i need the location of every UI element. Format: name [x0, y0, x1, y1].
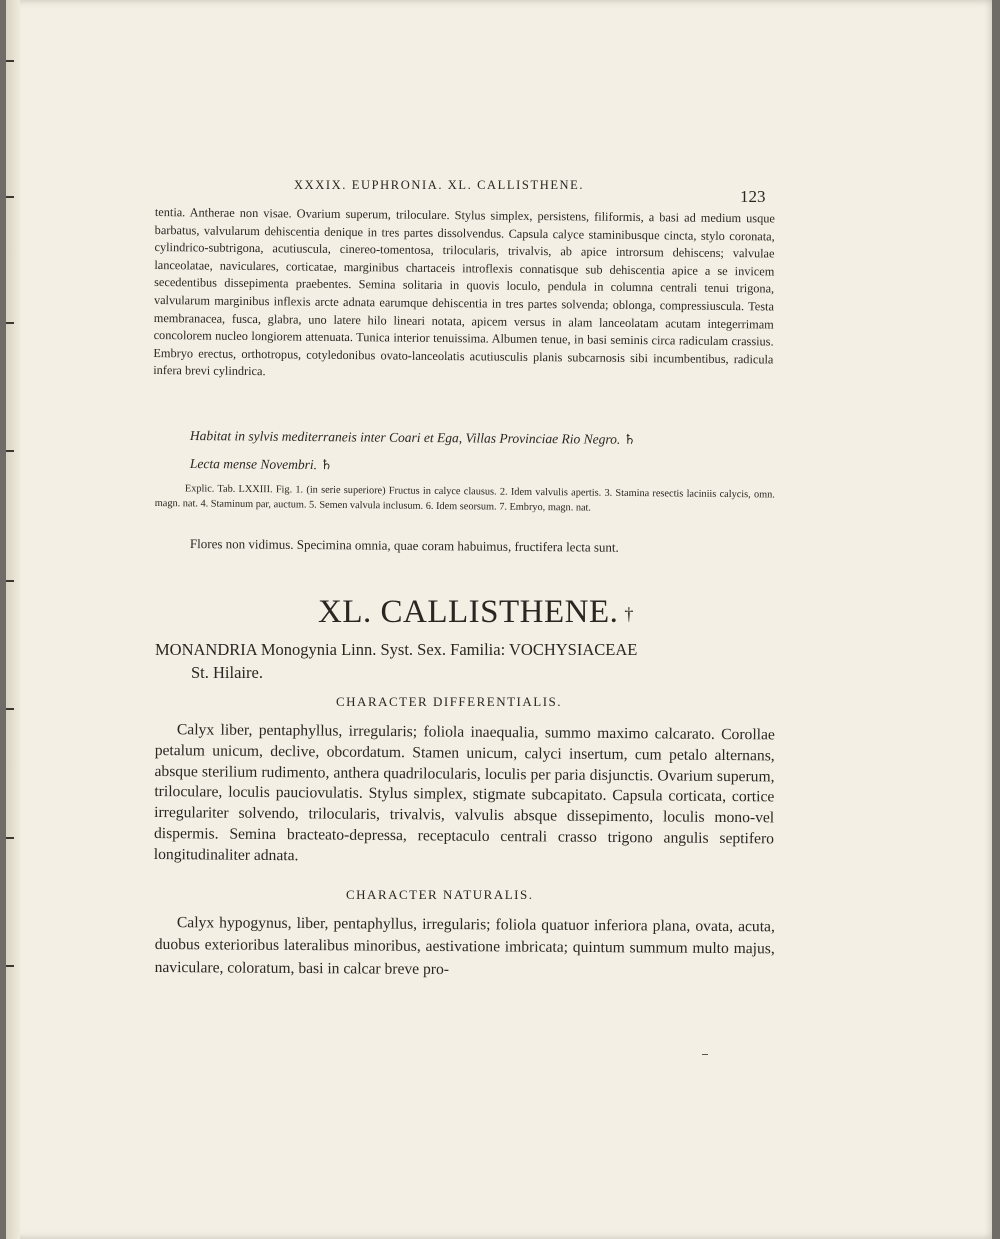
margin-mark: [6, 196, 14, 198]
classification-line-1: MONANDRIA Monogynia Linn. Syst. Sex. Familia: VOCHYSIACEAE: [155, 640, 638, 659]
section-heading-naturalis: CHARACTER NATURALIS.: [346, 887, 534, 902]
margin-mark: [6, 965, 14, 967]
genus-title-text: XL. CALLISTHENE.: [318, 594, 619, 630]
habitat-line: Habitat in sylvis mediterraneis inter Coari et Ega, Villas Provinciae Rio Negro. ♄: [189, 428, 636, 447]
running-header: XXXIX. EUPHRONIA. XL. CALLISTHENE.: [294, 178, 585, 192]
lecta-line: Lecta mense Novembri. ♄: [189, 456, 333, 473]
margin-mark: [6, 580, 14, 582]
dagger-mark: †: [624, 603, 634, 624]
genus-title: [318, 594, 634, 631]
page-mark: [702, 1054, 708, 1055]
character-differentialis-text: Calyx liber, pentaphyllus, irregularis; foliola inaequalia, summo maximo calcarato. Corollae petalum unicum, declive, obcordatum. Stamen unicum, calyci insertum, cum petalo alternans, absque sterilium rudimento, anthera quadrilocularis, loculis per paria disjunctis. Ovarium superum, triloculare, loculis pauciovulatis. Stylus simplex, stigmate subcapitato. Capsula corticata, cortice irregulariter solvendo, trilocularis, trivalvis, valvulis absque dissepimento, loculis mono-vel dispermis. Semina bracteato-depressa, receptaculo centrali crasso trigono angulis septifero longitudinaliter adnata.: [153, 721, 775, 865]
section-heading-differentialis: CHARACTER DIFFERENTIALIS.: [336, 694, 563, 709]
classification: [155, 638, 775, 684]
plate-explanation: Explic. Tab. LXXIII. Fig. 1. (in serie superiore) Fructus in calyce clausus. 2. Idem valvulis apertis. 3. Stamina resectis laciniis calycis, omn. magn. nat. 4. Staminum par, auctum. 5. Semen valvula inclusum. 6. Idem seorsum. 7. Embryo, magn. nat.: [154, 483, 775, 514]
page-number: 123: [740, 187, 766, 206]
book-page: [6, 0, 992, 1239]
character-naturalis-text: Calyx hypogynus, liber, pentaphyllus, irregularis; foliola quatuor inferiora plana, ovata, acuta, duobus exterioribus lateralibus minoribus, aestivatione imbricata; quintum summum multo majus, naviculare, coloratum, basi in calcar breve pro-: [154, 914, 775, 978]
page-gutter: [6, 0, 20, 1239]
margin-mark: [6, 450, 14, 452]
margin-mark: [6, 60, 14, 62]
margin-mark: [6, 837, 14, 839]
margin-mark: [6, 708, 14, 710]
description-paragraph: tentia. Antherae non visae. Ovarium superum, triloculare. Stylus simplex, persistens, filiformis, a basi ad medium usque barbatus, valvularum dehiscentia denique in tres partes dissolvendus. Capsula calyce staminibusque cincta, stylo coronata, cylindrico-subtrigona, acutiuscula, cinereo-tomentosa, trilocularis, trivalvis, ab apice introrsum dehiscens; valvulae lanceolatae, naviculares, corticatae, marginibus chartaceis introflexis connatisque sub dehiscentia apice a se invicem secedentibus dissepimenta praebentes. Semina solitaria in quovis loculo, pendula in columna centrali tenui trigona, valvularum marginibus inflexis arcte adnata earumque dehiscentia in tres partes solvenda; oblonga, compressiuscula. Testa membranacea, fusca, glabra, uno latere hilo lineari notata, apicem versus in alam lanceolatam acutam integerrimam concolorem nucleo longiorem attenuata. Tunica interior tenuissima. Albumen tenue, in basi seminis circa radiculam crassius. Embryo erectus, orthotropus, cotyledonibus ovato-lanceolatis acutiusculis planis subcarnosis sibi incumbentibus, radicula infera brevi cylindrica.: [153, 204, 775, 379]
classification-line-2: St. Hilaire.: [191, 663, 263, 682]
margin-mark: [6, 322, 14, 324]
flores-note: Flores non vidimus. Specimina omnia, quae coram habuimus, fructifera lecta sunt.: [189, 536, 619, 555]
